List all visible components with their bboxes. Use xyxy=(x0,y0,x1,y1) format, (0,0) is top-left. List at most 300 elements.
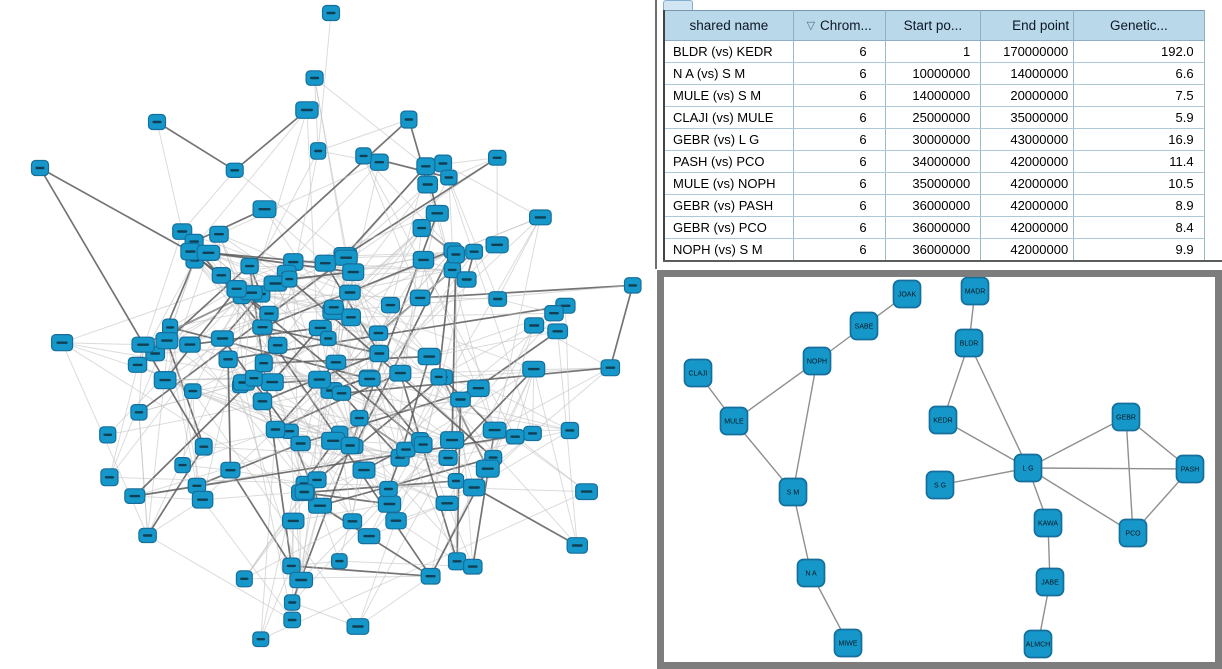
table-cell[interactable]: 42000000 xyxy=(981,239,1074,262)
overview-node[interactable] xyxy=(356,148,371,164)
overview-node-label-mark xyxy=(605,367,615,369)
overview-node-label-mark xyxy=(103,434,112,436)
table-cell[interactable]: 7.5 xyxy=(1074,85,1204,107)
overview-node-label-mark xyxy=(581,490,593,492)
overview-node[interactable] xyxy=(343,264,364,281)
overview-node[interactable] xyxy=(283,558,300,574)
node-label: KAWA xyxy=(1037,520,1059,528)
table-cell[interactable]: 16.9 xyxy=(1074,129,1204,151)
table-cell-spacer xyxy=(1204,129,1222,151)
table-row[interactable] xyxy=(664,63,1222,85)
table-cell[interactable]: N A (vs) S M xyxy=(664,63,793,85)
overview-node[interactable] xyxy=(311,143,326,160)
table-cell[interactable]: 42000000 xyxy=(981,173,1074,195)
overview-node-label-mark xyxy=(572,544,583,546)
overview-node[interactable] xyxy=(353,462,375,478)
overview-node-label-mark xyxy=(166,326,174,328)
overview-node[interactable] xyxy=(441,432,464,449)
overview-node[interactable] xyxy=(382,298,400,313)
overview-edge xyxy=(315,78,347,258)
overview-node-label-mark xyxy=(178,464,186,466)
column-header-shared-name[interactable] xyxy=(664,11,793,41)
overview-node[interactable] xyxy=(548,324,568,339)
table-cell[interactable]: 6 xyxy=(793,85,885,107)
network-node[interactable] xyxy=(956,330,983,357)
overview-node[interactable] xyxy=(156,333,178,349)
overview-node[interactable] xyxy=(386,513,406,529)
overview-node[interactable] xyxy=(290,572,313,587)
overview-node-label-mark xyxy=(288,261,298,263)
table-row[interactable] xyxy=(664,195,1222,217)
node-label: SABE xyxy=(854,323,874,331)
overview-node[interactable] xyxy=(192,491,212,508)
table-row[interactable] xyxy=(664,239,1222,262)
overview-node[interactable] xyxy=(413,220,430,237)
overview-node[interactable] xyxy=(439,450,457,465)
overview-node[interactable] xyxy=(320,331,336,345)
overview-node[interactable] xyxy=(347,619,369,635)
table-cell[interactable]: 14000000 xyxy=(885,85,981,107)
overview-node[interactable] xyxy=(180,337,201,352)
overview-node[interactable] xyxy=(285,595,300,610)
overview-node[interactable] xyxy=(464,559,482,574)
overview-node[interactable] xyxy=(545,306,563,321)
overview-node[interactable] xyxy=(436,496,458,510)
table-cell[interactable]: 10.5 xyxy=(1074,173,1204,195)
overview-node[interactable] xyxy=(489,150,506,165)
overview-node-label-mark xyxy=(470,251,479,253)
overview-node[interactable] xyxy=(447,246,464,263)
overview-node[interactable] xyxy=(219,351,237,367)
column-header-chromosome[interactable] xyxy=(793,11,885,41)
overview-node-label-mark xyxy=(295,579,307,581)
table-cell[interactable]: GEBR (vs) PCO xyxy=(664,217,793,239)
overview-node[interactable] xyxy=(212,268,230,284)
detail-network-canvas[interactable] xyxy=(664,277,1215,662)
table-cell[interactable]: 6 xyxy=(793,63,885,85)
overview-node[interactable] xyxy=(435,155,452,172)
overview-node[interactable] xyxy=(125,489,145,504)
overview-node[interactable] xyxy=(369,326,387,340)
overview-node[interactable] xyxy=(370,154,388,170)
overview-node-label-mark xyxy=(266,381,278,383)
overview-node-label-mark xyxy=(264,312,274,314)
overview-node[interactable] xyxy=(601,360,619,376)
node-label: BLDR xyxy=(959,340,979,348)
overview-edge xyxy=(235,110,307,170)
overview-node[interactable] xyxy=(410,290,430,306)
table-cell[interactable]: 6 xyxy=(793,173,885,195)
node-label: MULE xyxy=(724,418,744,426)
table-cell[interactable]: 6.6 xyxy=(1074,63,1204,85)
overview-node-label-mark xyxy=(384,488,393,490)
network-node[interactable] xyxy=(851,313,878,340)
overview-node-label-mark xyxy=(202,252,214,254)
overview-node-label-mark xyxy=(271,428,281,430)
overview-node[interactable] xyxy=(370,345,389,361)
overview-node[interactable] xyxy=(175,458,190,473)
overview-node[interactable] xyxy=(295,485,314,500)
node-label: JOAK xyxy=(897,291,917,299)
overview-node[interactable] xyxy=(326,355,346,369)
network-node[interactable] xyxy=(798,560,825,587)
overview-node[interactable] xyxy=(246,370,263,386)
overview-node[interactable] xyxy=(418,348,440,364)
overview-node[interactable] xyxy=(359,372,380,387)
overview-node[interactable] xyxy=(486,237,508,253)
overview-node[interactable] xyxy=(390,365,411,381)
table-row[interactable] xyxy=(664,151,1222,173)
column-header-genetic[interactable] xyxy=(1074,11,1204,41)
table-cell[interactable]: 6 xyxy=(793,195,885,217)
column-header-spacer xyxy=(1204,11,1222,41)
overview-node[interactable] xyxy=(324,300,343,314)
table-cell[interactable]: 25000000 xyxy=(885,107,981,129)
overview-node[interactable] xyxy=(448,474,463,489)
overview-node-label-mark xyxy=(348,271,359,273)
network-node[interactable] xyxy=(894,281,921,308)
table-cell-spacer xyxy=(1204,195,1222,217)
overview-node-label-mark xyxy=(245,292,257,294)
table-cell[interactable]: NOPH (vs) S M xyxy=(664,239,793,262)
overview-node[interactable] xyxy=(315,255,335,271)
overview-node-label-mark xyxy=(285,278,293,280)
table-cell[interactable]: 42000000 xyxy=(981,195,1074,217)
overview-node[interactable] xyxy=(149,115,166,130)
overview-node-label-mark xyxy=(135,411,144,413)
overview-node[interactable] xyxy=(378,496,400,512)
network-node[interactable] xyxy=(927,472,954,499)
table-cell[interactable]: 30000000 xyxy=(885,129,981,151)
network-edge[interactable] xyxy=(1028,468,1190,469)
overview-node-label-mark xyxy=(375,161,385,163)
column-header-end-point[interactable] xyxy=(981,11,1074,41)
table-cell[interactable]: 9.9 xyxy=(1074,239,1204,262)
overview-node[interactable] xyxy=(291,436,310,450)
overview-node-label-mark xyxy=(257,326,267,328)
overview-node[interactable] xyxy=(332,554,348,569)
table-cell[interactable]: 36000000 xyxy=(885,217,981,239)
overview-node[interactable] xyxy=(226,163,243,177)
overview-node-label-mark xyxy=(150,352,160,354)
overview-node[interactable] xyxy=(210,226,228,242)
overview-node-label-mark xyxy=(329,306,339,308)
right-column xyxy=(655,0,1222,669)
overview-node[interactable] xyxy=(625,278,642,293)
overview-node[interactable] xyxy=(101,469,118,486)
overview-node-label-mark xyxy=(452,480,460,482)
overview-edge xyxy=(40,168,190,252)
network-edge[interactable] xyxy=(793,361,817,492)
overview-node-label-mark xyxy=(345,291,356,293)
table-row[interactable] xyxy=(664,107,1222,129)
network-node[interactable] xyxy=(1120,520,1147,547)
overview-node[interactable] xyxy=(441,170,457,185)
overview-node-label-mark xyxy=(320,262,331,264)
overview-node[interactable] xyxy=(52,335,73,351)
overview-node[interactable] xyxy=(340,285,361,300)
table-cell-spacer xyxy=(1204,173,1222,195)
overview-node[interactable] xyxy=(296,102,318,119)
overview-node[interactable] xyxy=(260,306,278,320)
overview-node[interactable] xyxy=(401,111,417,128)
table-cell[interactable]: 35000000 xyxy=(981,107,1074,129)
table-cell[interactable]: 43000000 xyxy=(981,129,1074,151)
table-row[interactable] xyxy=(664,217,1222,239)
overview-node[interactable] xyxy=(421,569,440,585)
overview-node[interactable] xyxy=(255,355,272,372)
table-cell[interactable]: BLDR (vs) KEDR xyxy=(664,41,793,63)
overview-node-label-mark xyxy=(197,499,208,501)
overview-node-label-mark xyxy=(462,278,472,280)
table-cell[interactable]: GEBR (vs) L G xyxy=(664,129,793,151)
overview-node[interactable] xyxy=(253,632,269,647)
overview-node[interactable] xyxy=(341,437,359,453)
table-cell[interactable]: 36000000 xyxy=(885,195,981,217)
table-row[interactable] xyxy=(664,173,1222,195)
table-cell[interactable]: 42000000 xyxy=(981,151,1074,173)
network-edge[interactable] xyxy=(969,343,1028,468)
overview-node-label-mark xyxy=(259,362,268,364)
overview-node[interactable] xyxy=(466,244,483,259)
overview-node[interactable] xyxy=(523,361,545,377)
overview-node[interactable] xyxy=(576,484,598,500)
overview-node[interactable] xyxy=(380,482,397,497)
network-node[interactable] xyxy=(685,360,712,387)
overview-node[interactable] xyxy=(342,309,361,326)
overview-node[interactable] xyxy=(426,206,448,222)
overview-node[interactable] xyxy=(524,426,542,440)
overview-node[interactable] xyxy=(567,538,587,554)
table-cell[interactable]: 6 xyxy=(793,239,885,262)
overview-node[interactable] xyxy=(309,371,331,388)
overview-node-label-mark xyxy=(418,443,428,445)
overview-node[interactable] xyxy=(351,411,368,426)
table-cell[interactable]: MULE (vs) S M xyxy=(664,85,793,107)
table-cell[interactable]: GEBR (vs) PASH xyxy=(664,195,793,217)
overview-node-label-mark xyxy=(314,378,326,380)
overview-node[interactable] xyxy=(154,372,176,389)
network-node[interactable] xyxy=(1037,569,1064,596)
overview-node-label-mark xyxy=(231,288,241,290)
overview-edge xyxy=(40,168,204,447)
network-edge[interactable] xyxy=(1126,417,1133,533)
overview-node[interactable] xyxy=(417,158,435,175)
overview-node[interactable] xyxy=(128,357,146,372)
overview-node-label-mark xyxy=(324,337,332,339)
overview-node[interactable] xyxy=(32,161,49,176)
overview-node-label-mark xyxy=(452,560,461,562)
overview-node[interactable] xyxy=(323,6,340,21)
overview-node[interactable] xyxy=(132,337,154,352)
network-node[interactable] xyxy=(1025,631,1052,658)
overview-node[interactable] xyxy=(283,513,304,528)
overview-node[interactable] xyxy=(413,252,433,269)
overview-node[interactable] xyxy=(414,437,432,453)
overview-edge xyxy=(203,492,305,500)
overview-node[interactable] xyxy=(139,528,156,542)
network-node[interactable] xyxy=(1177,456,1204,483)
overview-node-label-mark xyxy=(137,344,149,346)
overview-node[interactable] xyxy=(269,337,287,353)
network-edge[interactable] xyxy=(1028,417,1126,468)
table-cell[interactable]: 42000000 xyxy=(981,217,1074,239)
overview-node-label-mark xyxy=(152,121,161,123)
overview-node-label-mark xyxy=(230,169,239,171)
overview-node-label-mark xyxy=(258,208,270,210)
overview-node-label-mark xyxy=(359,155,367,157)
filter-icon[interactable]: ▽ xyxy=(806,20,816,32)
overview-node[interactable] xyxy=(185,384,201,399)
overview-node[interactable] xyxy=(530,210,552,225)
overview-node[interactable] xyxy=(483,422,506,438)
table-cell-spacer xyxy=(1204,239,1222,262)
table-row[interactable] xyxy=(664,129,1222,151)
overview-node-label-mark xyxy=(288,601,296,603)
table-cell[interactable]: 20000000 xyxy=(981,85,1074,107)
overview-node-label-mark xyxy=(528,432,537,434)
table-cell[interactable]: 36000000 xyxy=(885,239,981,262)
column-header-start-position[interactable] xyxy=(885,11,981,41)
overview-node-label-mark xyxy=(423,355,435,357)
overview-edge xyxy=(498,217,541,299)
overview-node[interactable] xyxy=(476,460,499,477)
table-cell[interactable]: 8.4 xyxy=(1074,217,1204,239)
network-node[interactable] xyxy=(962,278,989,305)
table-cell[interactable]: 10000000 xyxy=(885,63,981,85)
table-cell[interactable]: 170000000 xyxy=(981,41,1074,63)
overview-node[interactable] xyxy=(489,292,507,307)
table-cell[interactable]: 6 xyxy=(793,217,885,239)
table-cell[interactable]: 34000000 xyxy=(885,151,981,173)
overview-node[interactable] xyxy=(197,245,219,260)
table-cell[interactable]: 6 xyxy=(793,41,885,63)
overview-node-label-mark xyxy=(301,109,313,111)
overview-node-label-mark xyxy=(185,250,195,252)
table-panel-tab[interactable] xyxy=(663,0,693,10)
overview-node[interactable] xyxy=(561,423,578,439)
network-node[interactable] xyxy=(835,630,862,657)
overview-node[interactable] xyxy=(227,281,246,298)
table-cell[interactable]: 5.9 xyxy=(1074,107,1204,129)
overview-node[interactable] xyxy=(358,529,380,544)
overview-node[interactable] xyxy=(212,331,234,346)
overview-node-label-mark xyxy=(386,304,396,306)
overview-node-label-mark xyxy=(340,257,352,259)
table-header-row xyxy=(664,11,1222,41)
overview-node[interactable] xyxy=(100,427,116,443)
network-node[interactable] xyxy=(1035,510,1062,537)
table-cell[interactable]: 35000000 xyxy=(885,173,981,195)
overview-node-label-mark xyxy=(143,534,152,536)
overview-node[interactable] xyxy=(335,250,357,265)
overview-node-label-mark xyxy=(422,183,433,185)
table-cell[interactable]: PASH (vs) PCO xyxy=(664,151,793,173)
overview-node-label-mark xyxy=(161,339,173,341)
node-label: S M xyxy=(786,489,800,497)
overview-node[interactable] xyxy=(236,571,252,587)
overview-node[interactable] xyxy=(451,392,471,407)
overview-node[interactable] xyxy=(266,421,284,437)
network-node[interactable] xyxy=(780,479,807,506)
overview-node[interactable] xyxy=(506,430,524,444)
overview-node[interactable] xyxy=(457,272,476,287)
overview-node[interactable] xyxy=(343,514,361,529)
overview-node[interactable] xyxy=(468,380,489,396)
overview-node-label-mark xyxy=(451,253,460,255)
table-cell[interactable]: 8.9 xyxy=(1074,195,1204,217)
overview-node[interactable] xyxy=(332,386,350,400)
overview-node[interactable] xyxy=(253,201,276,218)
table-cell[interactable]: 6 xyxy=(793,129,885,151)
network-node[interactable] xyxy=(1113,404,1140,431)
overview-node[interactable] xyxy=(195,438,212,455)
overview-node[interactable] xyxy=(282,271,297,287)
overview-node-label-mark xyxy=(405,118,414,120)
network-node[interactable] xyxy=(804,348,831,375)
node-label: MIWE xyxy=(838,640,858,648)
overview-node-label-mark xyxy=(549,312,559,314)
table-cell-spacer xyxy=(1204,63,1222,85)
overview-node[interactable] xyxy=(431,369,446,385)
table-cell[interactable]: 14000000 xyxy=(981,63,1074,85)
table-cell[interactable]: 1 xyxy=(885,41,981,63)
overview-node-label-mark xyxy=(363,535,375,537)
network-node[interactable] xyxy=(930,407,957,434)
overview-node[interactable] xyxy=(253,320,272,334)
overview-edge xyxy=(474,488,577,546)
node-label: KEDR xyxy=(933,417,953,425)
overview-node[interactable] xyxy=(284,612,301,627)
overview-node-label-mark xyxy=(435,376,443,378)
overview-node-label-mark xyxy=(199,446,208,448)
overview-node[interactable] xyxy=(306,71,323,86)
overview-node-label-mark xyxy=(443,457,453,459)
overview-node[interactable] xyxy=(261,374,283,391)
network-node[interactable] xyxy=(721,408,748,435)
overview-edge xyxy=(182,170,235,231)
table-cell[interactable]: CLAJI (vs) MULE xyxy=(664,107,793,129)
table-row[interactable] xyxy=(664,41,1222,63)
overview-edge xyxy=(610,285,632,367)
overview-node-label-mark xyxy=(455,398,466,400)
overview-node-label-mark xyxy=(448,269,457,271)
overview-node-label-mark xyxy=(133,364,143,366)
overview-node[interactable] xyxy=(418,176,438,193)
overview-node[interactable] xyxy=(221,462,240,478)
node-label: PASH xyxy=(1180,466,1200,474)
overview-node-label-mark xyxy=(444,176,453,178)
table-cell[interactable]: 192.0 xyxy=(1074,41,1204,63)
overview-node[interactable] xyxy=(253,393,271,410)
overview-node[interactable] xyxy=(464,479,485,496)
node-label: GEBR xyxy=(1116,414,1136,422)
table-row[interactable] xyxy=(664,85,1222,107)
overview-node-label-mark xyxy=(105,476,114,478)
network-node[interactable] xyxy=(1015,455,1042,482)
table-cell[interactable]: 6 xyxy=(793,151,885,173)
table-cell[interactable]: MULE (vs) NOPH xyxy=(664,173,793,195)
overview-node-label-mark xyxy=(510,436,520,438)
overview-node[interactable] xyxy=(525,318,544,333)
overview-node[interactable] xyxy=(241,258,258,273)
overview-node-label-mark xyxy=(129,495,140,497)
table-cell[interactable]: 11.4 xyxy=(1074,151,1204,173)
table-cell[interactable]: 6 xyxy=(793,107,885,129)
overview-node[interactable] xyxy=(131,405,147,420)
edge-attribute-table xyxy=(663,10,1222,262)
overview-node-label-mark xyxy=(331,361,342,363)
